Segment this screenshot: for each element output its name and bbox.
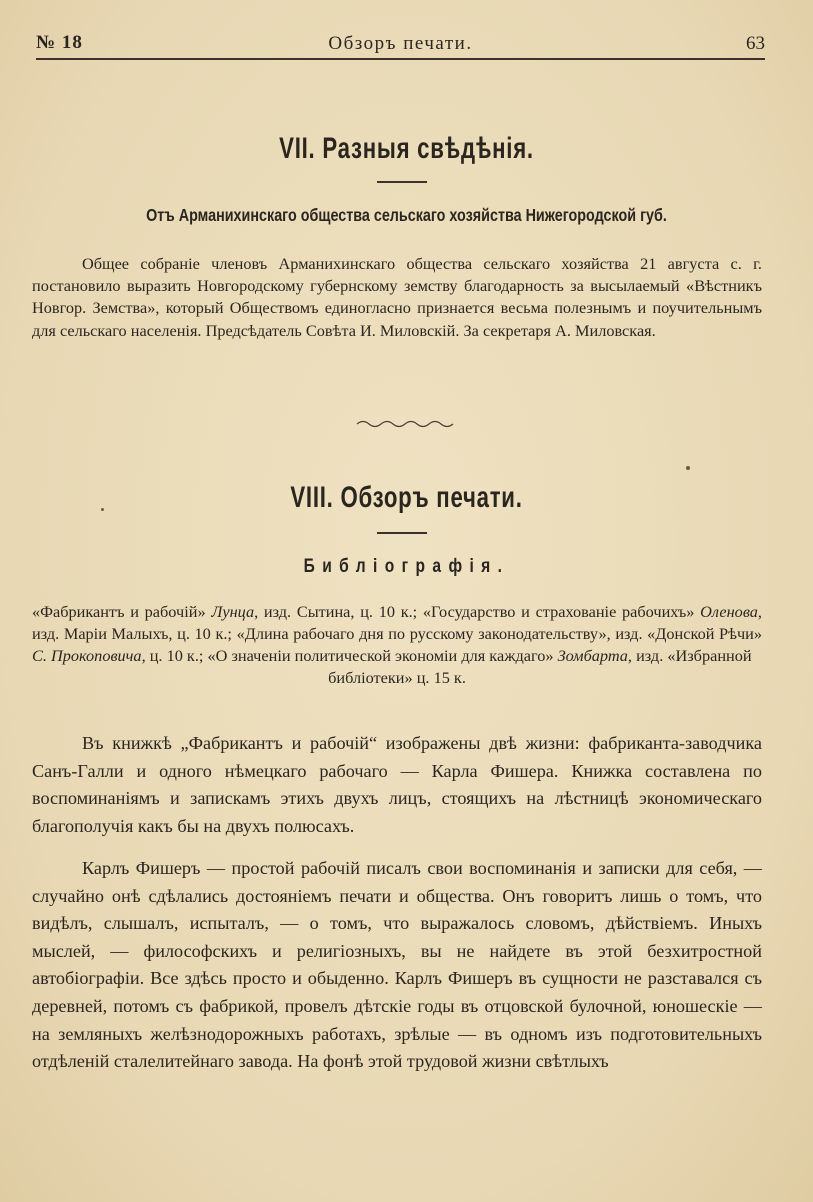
bibliography-author: Зомбарта [557, 646, 628, 665]
issue-number: № 18 [36, 32, 83, 53]
ink-speck [101, 508, 104, 511]
heading-divider [377, 532, 427, 534]
bibliography-author: Лунца [211, 602, 255, 621]
bibliography-text: , изд. Сытина, ц. 10 к.; «Государство и страхованіе рабочихъ» [254, 602, 701, 621]
bibliography-heading: Библіографія. [303, 556, 510, 577]
bibliography-author: Оленова [700, 602, 758, 621]
ink-speck [686, 466, 690, 470]
page-number: 63 [746, 33, 765, 54]
bibliography-text: «Фабрикантъ и рабочій» [32, 602, 212, 621]
section-7-subheading: Отъ Арманихинскаго общества сельскаго хозяйства Нижегородской губ. [146, 205, 667, 225]
bibliography-entries [32, 602, 762, 665]
heading-divider [377, 181, 427, 183]
section-7-paragraph: Общее собраніе членовъ Арманихинскаго общества сельскаго хозяйства 21 августа с. г. постановило выразить Новгородскому губернскому земству благодарность за высылаемый «Вѣстникъ Новгор. Земства», который Обществомъ единогласно признается весьма полезнымъ и поучительнымъ для сельскаго населенія. Предсѣдатель Совѣта И. Миловскій. За секретаря А. Миловская. [32, 254, 762, 340]
running-title: Обзоръ печати. [328, 33, 473, 54]
bibliography-author: С. Прокоповича [32, 646, 142, 665]
bibliography-last-line: библіотеки» ц. 15 к. [328, 668, 466, 687]
body-paragraph-1: Въ книжкѣ „Фабрикантъ и рабочій“ изображены двѣ жизни: фабриканта-заводчика Санъ-Галли и одного нѣмецкаго рабочаго — Карла Фишера. Книжка составлена по воспоминаніямъ и запискамъ этихъ двухъ лицъ, стоящихъ на лѣстницѣ экономическаго благополучія какъ бы на двухъ полюсахъ. [32, 733, 762, 836]
body-paragraph-2: Карлъ Фишеръ — простой рабочій писалъ свои воспоминанія и записки для себя, — случайно онѣ сдѣлались достояніемъ печати и общества. Онъ говоритъ лишь о томъ, что видѣлъ, слышалъ, испыталъ, — о томъ, что выражалось словомъ, дѣйствіемъ. Иныхъ мыслей, — философскихъ и религіозныхъ, вы не найдете въ этой безхитростной автобіографіи. Все здѣсь просто и обыденно. Карлъ Фишеръ въ сущности не разставался съ деревней, потомъ съ фабрикой, провелъ дѣтскіе годы въ отцовской булочной, юношескіе — на земляныхъ желѣзнодорожныхъ работахъ, зрѣлые — въ одномъ изъ подготовительныхъ отдѣленій сталелитейнаго завода. На фонѣ этой трудовой жизни свѣтлыхъ [32, 858, 762, 1072]
wavy-divider-ornament [355, 416, 455, 430]
bibliography-text: , изд. Маріи Малыхъ, ц. 10 к.; «Длина рабочаго дня по русскому законодательству», изд. «Донской Рѣчи» [32, 602, 762, 643]
section-8-heading: VIII. Обзоръ печати. [290, 481, 523, 514]
running-header [36, 30, 765, 60]
bibliography-list [32, 601, 762, 689]
section-7-heading: VII. Разныя свѣдѣнія. [279, 132, 534, 165]
bibliography-text: , изд. «Избранной [627, 646, 752, 665]
bibliography-text: , ц. 10 к.; «О значеніи политической экономіи для каждаго» [141, 646, 558, 665]
